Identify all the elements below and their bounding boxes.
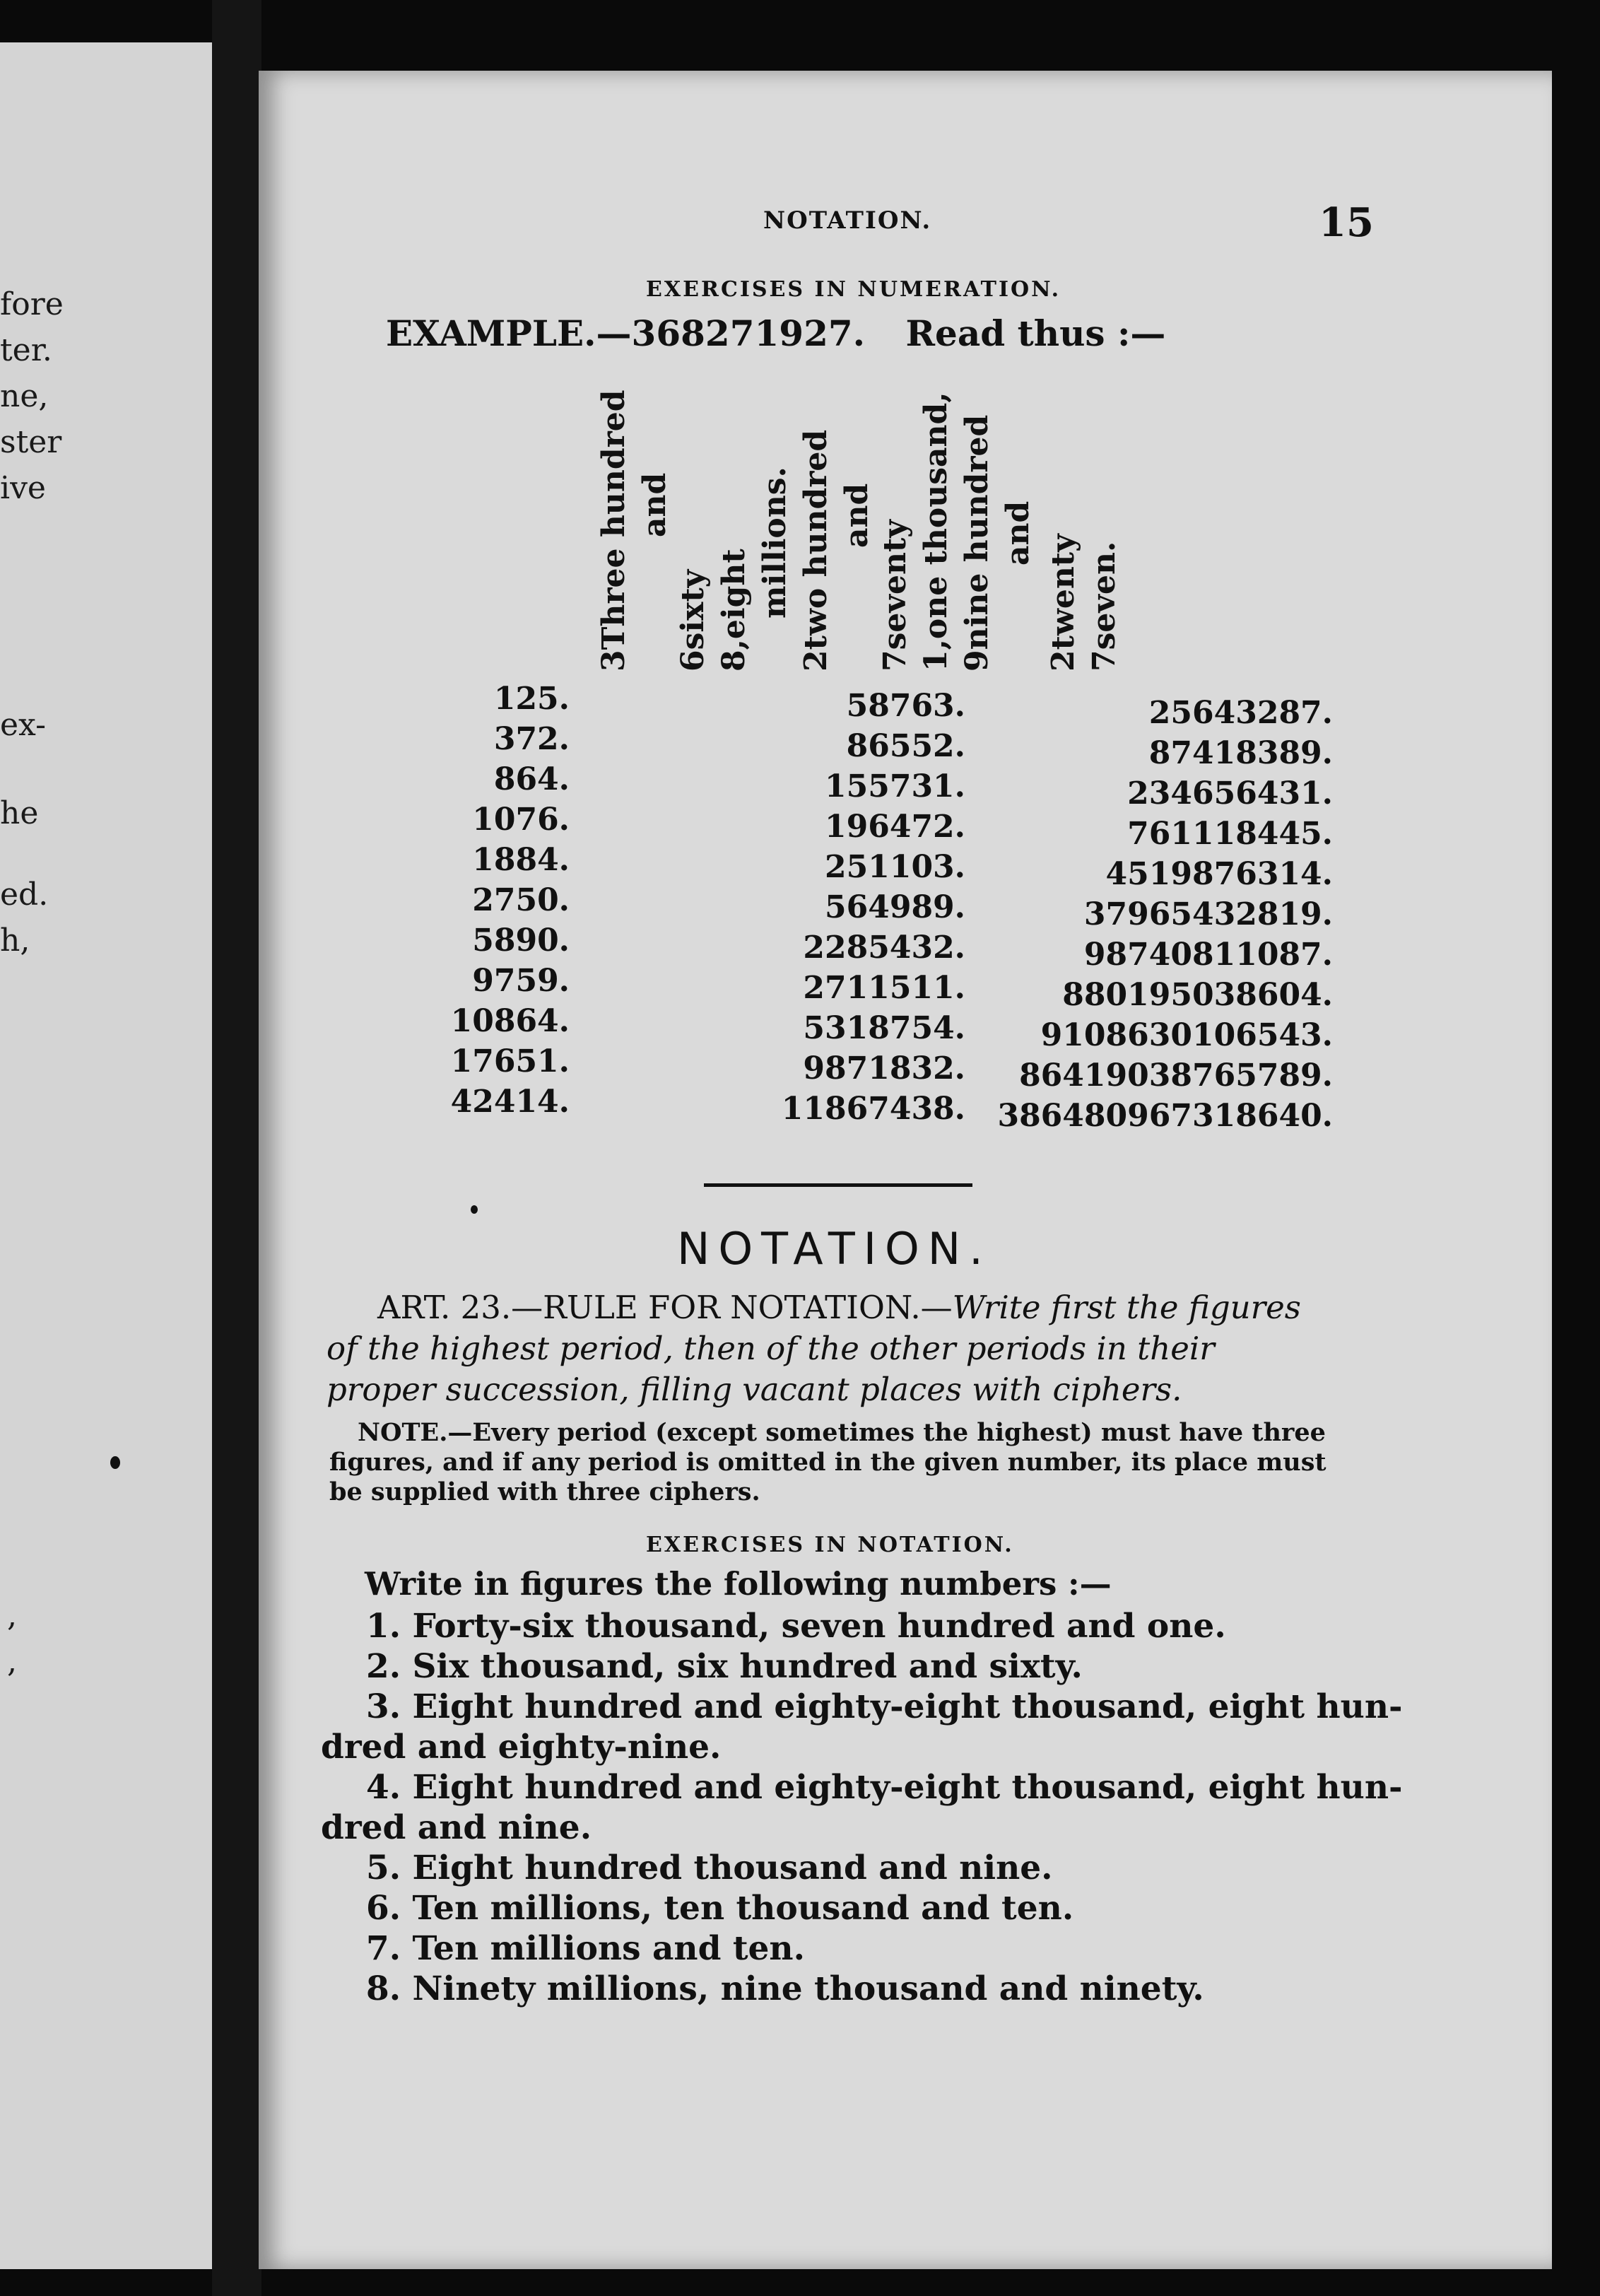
notation-exercise-list — [321, 1606, 1403, 2009]
numeration-entry: 864. — [493, 761, 570, 797]
list-item — [321, 1928, 1346, 1969]
numeration-column-3 — [994, 693, 1333, 1136]
book-gutter — [212, 0, 261, 2296]
reading-digit: 8, — [716, 639, 752, 672]
numeration-entry: 564989. — [824, 889, 965, 925]
numeration-entry: 234656431. — [1127, 775, 1333, 812]
reading-group-three-hundred — [594, 390, 676, 672]
exercise-text: Ten millions, ten thousand and ten. — [412, 1889, 1074, 1928]
exercise-text: Forty-six thousand, seven hundred and one. — [412, 1607, 1226, 1646]
left-fragment: fore — [0, 286, 64, 322]
rule-text: proper succession, filling vacant places with ciphers. — [327, 1371, 1182, 1408]
article-rule-line-2 — [327, 1329, 1215, 1369]
numeration-entry: 2750. — [472, 882, 570, 918]
list-item — [321, 1888, 1346, 1928]
numeration-entry: 87418389. — [1148, 735, 1333, 771]
exercise-number: 6. — [366, 1889, 401, 1928]
reading-group-sixty-eight-millions — [673, 467, 796, 672]
list-item — [321, 1606, 1346, 1646]
numeration-column-2 — [697, 686, 965, 1129]
left-fragment: ne, — [0, 378, 49, 414]
left-fragment: ex- — [0, 707, 46, 743]
list-item — [321, 1646, 1346, 1687]
ink-speck — [471, 1205, 478, 1214]
reading-word: twenty — [1045, 534, 1081, 650]
numeration-column-1 — [400, 679, 570, 1122]
numeration-entry: 125. — [493, 681, 570, 717]
reading-group-seventy-one-thousand — [875, 392, 1039, 672]
numeration-entry: 9871832. — [803, 1050, 965, 1086]
reading-word: and — [637, 472, 673, 537]
running-head: NOTATION. — [763, 206, 932, 235]
numeration-entry: 155731. — [824, 768, 965, 804]
left-facing-page — [0, 42, 212, 2269]
exercise-number: 3. — [366, 1687, 401, 1726]
numeration-entry: 58763. — [846, 688, 965, 724]
numeration-entry: 1884. — [472, 842, 570, 878]
reading-word: seventy — [877, 520, 913, 650]
ink-speck — [110, 1456, 120, 1469]
note-text: —Every period (except sometimes the highest) must have three — [447, 1418, 1326, 1447]
reading-word: Three hundred — [596, 390, 632, 650]
reading-digit: 3 — [596, 650, 632, 672]
exercises-notation-heading: EXERCISES IN NOTATION. — [646, 1533, 1014, 1557]
section-title: NOTATION. — [677, 1223, 992, 1275]
numeration-entry: 37965432819. — [1083, 896, 1333, 932]
list-item — [321, 1969, 1346, 2009]
numeration-entry: 1076. — [472, 802, 570, 838]
instruction-line: Write in figures the following numbers :— — [365, 1565, 1112, 1603]
left-fragment: , — [7, 1598, 17, 1634]
reading-word: one thousand, — [918, 392, 954, 640]
reading-word: and — [1000, 500, 1036, 566]
reading-digit: 1, — [918, 639, 954, 672]
note-line-2: figures, and if any period is omitted in the given number, its place must — [329, 1448, 1327, 1477]
list-item — [321, 1848, 1346, 1888]
exercise-number: 7. — [366, 1929, 401, 1968]
reading-digit: 7 — [1086, 650, 1122, 672]
numeration-entry: 17651. — [450, 1043, 570, 1079]
exercise-number: 8. — [366, 1969, 401, 2008]
exercise-text: Ten millions and ten. — [412, 1929, 805, 1968]
reading-digit: 2 — [1045, 650, 1081, 672]
numeration-entry: 880195038604. — [1062, 977, 1333, 1013]
read-thus-label: Read thus :— — [905, 312, 1166, 354]
article-label: ART. 23.—RULE FOR NOTATION.— — [377, 1289, 953, 1326]
numeration-entry: 386480967318640. — [997, 1098, 1333, 1134]
exercise-number: 5. — [366, 1849, 401, 1887]
article-rule-line-1 — [377, 1288, 1301, 1328]
reading-digit: 7 — [877, 650, 913, 672]
numeration-entry: 2711511. — [803, 970, 965, 1006]
numeration-entry: 11867438. — [781, 1091, 965, 1127]
exercises-numeration-heading: EXERCISES IN NUMERATION. — [646, 277, 1061, 302]
left-fragment: ster — [0, 424, 62, 460]
reading-word: and — [839, 483, 875, 548]
numeration-entry: 9108630106543. — [1040, 1017, 1333, 1053]
numeration-entry: 98740811087. — [1083, 937, 1333, 973]
reading-group-two-hundred — [796, 430, 878, 672]
example-line — [386, 312, 1165, 354]
exercise-text-continued: dred and nine. — [321, 1808, 592, 1847]
exercise-text: Eight hundred and eighty-eight thousand, eight hun- — [412, 1768, 1403, 1807]
exercise-text: Eight hundred thousand and nine. — [412, 1849, 1053, 1887]
reading-digit: 9 — [959, 650, 995, 672]
list-item — [321, 1687, 1403, 1767]
numeration-entry: 86552. — [846, 728, 965, 764]
numeration-entry: 251103. — [824, 849, 965, 885]
reading-digit: 2 — [798, 650, 834, 672]
exercise-number: 4. — [366, 1768, 401, 1807]
reading-word: seven. — [1086, 541, 1122, 650]
left-fragment: he — [0, 795, 39, 831]
exercise-text-continued: dred and eighty-nine. — [321, 1728, 722, 1767]
reading-word: millions. — [757, 467, 793, 619]
example-label: EXAMPLE.—368271927. — [386, 312, 866, 354]
numeration-entry: 10864. — [450, 1003, 570, 1039]
exercise-text: Ninety millions, nine thousand and ninety. — [412, 1969, 1204, 2008]
rule-text: Write first the figures — [952, 1289, 1301, 1326]
note-line-3: be supplied with three ciphers. — [329, 1477, 760, 1506]
page-number: 15 — [1319, 199, 1374, 246]
list-item — [321, 1767, 1403, 1848]
numeration-entry: 2285432. — [803, 930, 965, 966]
numeration-entry: 196472. — [824, 809, 965, 845]
numeration-entry: 25643287. — [1148, 695, 1333, 731]
exercise-text: Eight hundred and eighty-eight thousand, eight hun- — [412, 1687, 1403, 1726]
left-fragment: ter. — [0, 332, 52, 368]
left-fragment: ed. — [0, 877, 49, 913]
reading-group-twenty-seven — [1043, 534, 1125, 672]
note-label: NOTE. — [358, 1418, 448, 1447]
left-fragment: ive — [0, 470, 46, 506]
reading-digit: 6 — [675, 650, 711, 672]
reading-word: sixty — [675, 569, 711, 650]
reading-word: eight — [716, 549, 752, 640]
book-page — [259, 71, 1552, 2269]
numeration-entry: 9759. — [472, 963, 570, 999]
numeration-entry: 372. — [493, 721, 570, 757]
numeration-entry: 86419038765789. — [1019, 1058, 1333, 1094]
rule-text: of the highest period, then of the other periods in their — [327, 1330, 1215, 1367]
article-rule-line-3 — [327, 1370, 1182, 1410]
section-divider — [704, 1183, 972, 1187]
numeration-entry: 5890. — [472, 922, 570, 959]
exercise-number: 1. — [366, 1607, 401, 1646]
exercise-number: 2. — [366, 1647, 401, 1686]
note-line-1 — [358, 1418, 1326, 1448]
reading-word: two hundred — [798, 429, 834, 650]
left-fragment: , — [7, 1644, 17, 1680]
numeration-entry: 4519876314. — [1105, 856, 1333, 892]
exercise-text: Six thousand, six hundred and sixty. — [412, 1647, 1083, 1686]
numeration-entry: 42414. — [450, 1084, 570, 1120]
numeration-entry: 761118445. — [1127, 816, 1333, 852]
reading-word: nine hundred — [959, 414, 995, 650]
left-fragment: h, — [0, 922, 30, 959]
numeration-entry: 5318754. — [803, 1010, 965, 1046]
